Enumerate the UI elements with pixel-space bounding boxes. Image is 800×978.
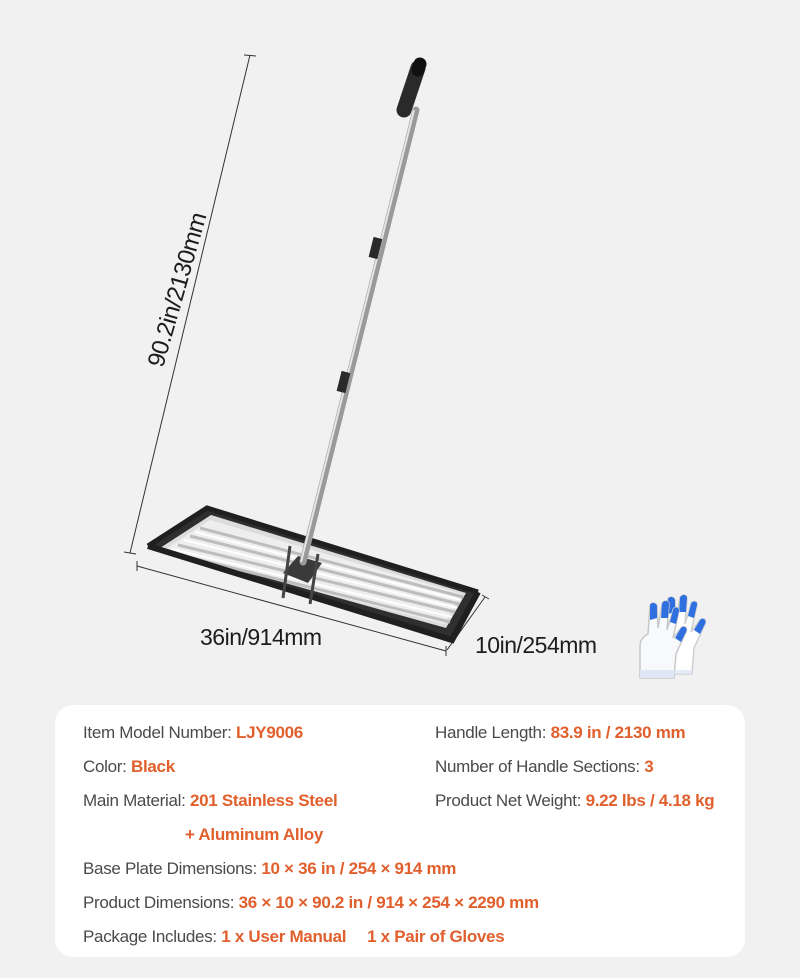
- spec-item-model: [83, 723, 303, 743]
- spec-package-includes: [83, 927, 504, 947]
- spec-label: Main Material:: [83, 791, 186, 810]
- spec-value: 10 × 36 in / 254 × 914 mm: [261, 859, 457, 878]
- spec-value: Black: [131, 757, 175, 776]
- spec-value: 201 Stainless Steel: [190, 791, 338, 810]
- spec-handle-sections: [435, 757, 653, 777]
- spec-main-material-cont: [185, 825, 323, 845]
- spec-value: + Aluminum Alloy: [185, 825, 323, 844]
- height-dimension-line: [124, 55, 256, 554]
- spec-handle-length: [435, 723, 685, 743]
- spec-net-weight: [435, 791, 714, 811]
- spec-label: Product Dimensions:: [83, 893, 235, 912]
- spec-value: 1 x User Manual: [221, 927, 347, 946]
- width-dimension-label: 36in/914mm: [200, 624, 322, 650]
- spec-value: 83.9 in / 2130 mm: [550, 723, 686, 742]
- spec-value: 3: [644, 757, 654, 776]
- spec-label: Package Includes:: [83, 927, 217, 946]
- spec-label: Number of Handle Sections:: [435, 757, 640, 776]
- spec-value: 1 x Pair of Gloves: [367, 927, 505, 946]
- spec-value: LJY9006: [236, 723, 303, 742]
- spec-value: 9.22 lbs / 4.18 kg: [585, 791, 715, 810]
- spec-product-dimensions: [83, 893, 539, 913]
- telescopic-handle: [301, 64, 420, 562]
- height-dimension-label: 90.2in/2130mm: [142, 209, 213, 370]
- spec-main-material: [83, 791, 337, 811]
- spec-label: Item Model Number:: [83, 723, 232, 742]
- spec-base-plate: [83, 859, 456, 879]
- spec-label: Base Plate Dimensions:: [83, 859, 257, 878]
- spec-color: [83, 757, 175, 777]
- spec-label: Color:: [83, 757, 127, 776]
- specifications-card: [55, 705, 745, 957]
- spec-label: Product Net Weight:: [435, 791, 582, 810]
- depth-dimension-label: 10in/254mm: [475, 632, 597, 658]
- spec-label: Handle Length:: [435, 723, 547, 742]
- gloves-image: [628, 592, 708, 682]
- spec-value: 36 × 10 × 90.2 in / 914 × 254 × 2290 mm: [238, 893, 539, 912]
